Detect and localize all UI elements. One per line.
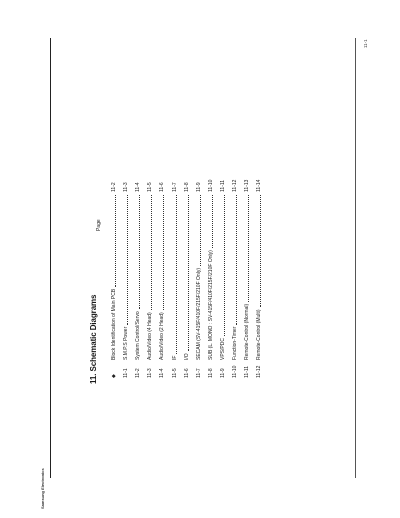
toc-entry-label: IF [171, 355, 178, 360]
toc-entry [207, 178, 215, 378]
toc-entry-label: I/O [183, 353, 190, 360]
toc-entry [183, 178, 191, 378]
toc-leader-dots [115, 195, 116, 287]
toc-entry [255, 178, 263, 378]
toc-entry-number: ◆ [111, 374, 117, 378]
toc-leader-dots [176, 195, 177, 354]
toc-entry [243, 178, 251, 378]
toc-entry-number: 11-10 [232, 365, 238, 378]
toc-leader-dots [151, 195, 152, 310]
toc-entry-number: 11-7 [195, 368, 202, 378]
toc-entry-number: 11-3 [147, 368, 154, 378]
toc-leader-dots [224, 195, 225, 336]
toc-entry-page: 11-7 [171, 182, 178, 192]
page-title: 11. Schematic Diagrams [89, 294, 98, 384]
toc-leader-dots [260, 195, 261, 307]
toc-leader-dots [236, 195, 237, 325]
toc-entry-page: 11-10 [207, 179, 214, 192]
toc-entry [134, 178, 142, 378]
toc-entry [171, 178, 179, 378]
toc-entry-page: 11-6 [159, 182, 166, 192]
toc-entry [110, 178, 118, 378]
left-border-rule [50, 38, 51, 478]
toc-entry [231, 178, 239, 378]
toc-entry-page: 11-12 [232, 179, 238, 192]
toc-leader-dots [139, 195, 140, 309]
toc-entry-number: 11-1 [123, 368, 130, 378]
toc-leader-dots [163, 195, 164, 310]
toc-entry-label: VPS/PDC [219, 338, 226, 360]
toc-leader-dots [188, 195, 189, 351]
toc-entry-page: 11-14 [256, 179, 263, 192]
toc-entry-label: Audio/Video (4 Head) [147, 312, 154, 360]
toc-entry-number: 11-11 [244, 365, 251, 378]
toc-leader-dots [127, 195, 128, 325]
toc-entry-label: Remote-Control (Multi) [256, 309, 263, 360]
footer-brand: Samsung Electronics [40, 468, 45, 509]
toc-entry [158, 178, 166, 378]
toc-entry-label: Remote-Control (Normal) [244, 303, 251, 360]
toc-entry-number: 11-8 [207, 368, 214, 378]
toc-entry-number: 11-4 [159, 368, 166, 378]
toc-entry [195, 178, 203, 378]
toc-entry-page: 11-2 [111, 182, 117, 192]
toc-entry-number: 11-5 [171, 368, 178, 378]
toc-entry-page: 11-13 [244, 179, 251, 192]
toc-entry-label: SUB (L. MONO : SV-415F/410F/215F/210F Only) [207, 250, 214, 360]
toc-entry-number: 11-2 [135, 368, 142, 378]
toc-entry-label: Function-Timer [232, 326, 238, 360]
page-column-header: Page [96, 219, 102, 231]
toc-entry-label: Block Identification of Main PCB [111, 288, 117, 360]
toc-entry-page: 11-9 [195, 182, 202, 192]
toc-entry [146, 178, 154, 378]
toc-leader-dots [200, 195, 201, 266]
toc-entry-page: 11-5 [147, 182, 154, 192]
toc-entry-page: 11-3 [123, 182, 130, 192]
right-border-rule [355, 38, 356, 478]
toc-leader-dots [248, 195, 249, 302]
toc-entry [122, 178, 130, 378]
toc-entry-label: SECAM (SV-415F/410F/215F/210F Only) [195, 268, 202, 360]
toc-entry-page: 11-11 [219, 179, 226, 192]
page-number: 11-1 [363, 39, 368, 48]
toc-entry-number: 11-6 [183, 368, 190, 378]
toc-entry-label: Audio/Video (2 Head) [159, 312, 166, 360]
toc-entry [219, 178, 227, 378]
toc-entry-page: 11-8 [183, 182, 190, 192]
toc-leader-dots [212, 195, 213, 248]
toc-entry-number: 11-9 [219, 368, 226, 378]
toc-entry-label: System Control/Servo [135, 311, 142, 360]
toc-entry-label: S.M.P.S Power [123, 326, 130, 360]
toc-entry-page: 11-4 [135, 182, 142, 192]
toc-entry-number: 11-12 [256, 365, 263, 378]
